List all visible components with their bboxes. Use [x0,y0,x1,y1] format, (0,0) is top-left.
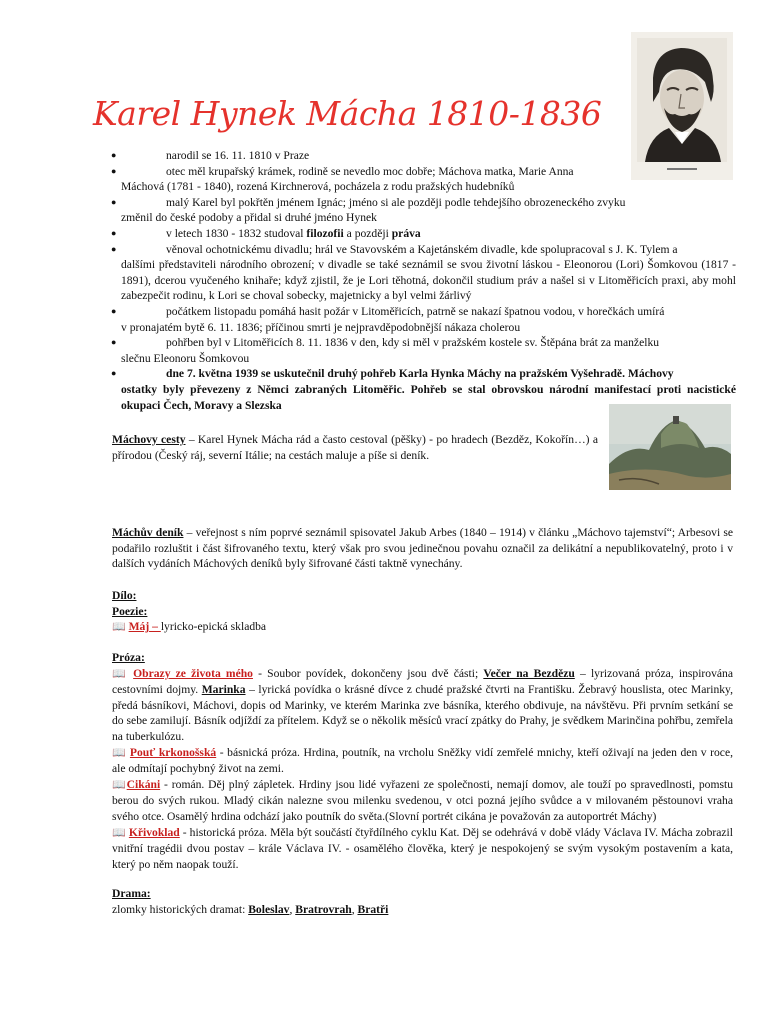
proza-heading: Próza: [112,651,145,664]
bullet-icon: ● [111,150,117,160]
krivoklad-link[interactable]: Křivoklad [128,825,180,839]
list-item [109,242,736,304]
krivoklad-paragraph [112,825,733,873]
cikani-desc: - román. Děj plný zápletek. Hrdiny jsou lidé vyřazeni ze společnosti, nemají domov, ale touží po spravedlnosti, pomstu berou do svých rukou. Mladý cikán nalezne svou milenku svedenou, v otci pozná jejího svůdce a v milovaném pěstounovi vraha svého otce. Osamělý hrdina odchází jako poutník do světa.(Slovní portrét cikána je považován za autoportrét Máchy) [112,777,733,823]
bullet-icon: ● [111,305,117,316]
cesty-text: – Karel Hynek Mácha rád a často cestoval (pěšky) - po hradech (Bezděz, Kokořín…) a přírodou (Český ráj, severní Itálie; na cestách maluje a píše si deník. [112,433,598,462]
biography-list [109,148,736,413]
dilo-heading: Dílo: [112,589,137,602]
pout-desc: - básnická próza. Hrdina, poutník, na vrcholu Sněžky vidí zemřelé mnichy, kteří oživají na jeden den v roce, ale odmítají pochybný život na zemi. [112,745,734,776]
list-item-text-cont: slečnu Eleonoru Šomkovou [121,351,250,365]
drama-text: zlomky historických dramat: [112,902,249,916]
list-item-text: počátkem listopadu pomáhá hasit požár v Litoměřicích, patrně se nakazí špatnou vodou, v horečkách umírá [166,304,665,318]
vecer-desc: – lyrizovaná próza, inspirována cestovními dojmy. [112,666,733,697]
denik-text: – veřejnost s ním poprvé seznámil spisovatel Jakub Arbes (1840 – 1914) v článku „Máchovo tajemství“; Arbesovi se podařilo rozluštit i část šifrovaného textu, který však pro svou jedinečnou povahu označil za delikátní a nepublikovatelný, proto i v dalších vydáních Máchových deníků byly šifrované části taktně vynechány. [112,526,733,571]
list-item [109,195,736,226]
marinka-desc: – lyrická povídka o krásné dívce z chudé pražské čtvrti na Františku. Žebravý houslista, otec Marinky, předá básníkovi, Máchovi, dopis od Marinky, ve kterém Marinka zve básníka, kterého obdivuje, na návštěvu. Při prvním setkání se do sebe zamilují. Básník odjíždí za přítelem. Když se o několik měsíců vrací zpátky do Prahy, je svědkem Marinčina pohřbu, zemřela na tuberkulózu. [112,683,733,743]
proza-section [112,650,733,872]
list-item-text: dne 7. května 1939 se uskutečnil druhý pohřeb Karla Hynka Máchy na pražském Vyšehradě. Máchovy [166,367,674,381]
list-item-text: malý Karel byl pokřtěn jménem Ignác; jméno si ale později podle tehdejšího obrozeneckého zvyku [166,195,626,209]
book-icon: 📖 [112,621,126,634]
drama-work: Bratři [357,902,389,916]
list-item [109,335,736,366]
book-icon: 📖 [112,826,126,839]
obrazy-paragraph [112,666,733,745]
bullet-icon: ● [111,165,117,176]
list-item-text-cont: dalšími představiteli národního obrození; v divadle se také seznámil se svou životní láskou - Eleonorou (Lori) Šomkovou (1817 - 1891), dcerou vyučeného knihaře; když zjistil, že je Lori těhotná, dokončil studium práv a našel si v Litoměřicích praxi, aby mohl zabezpečit rodinu, k Lori se choval sobecky, majetnicky a byl velmi žárlivý [121,258,736,303]
list-item-text-cont: ostatky byly převezeny z Němci zabraných Litoměřic. Pohřeb se stal obrovskou národní manifestací proti nacistické okupaci Čech, Moravy a Slezska [121,382,736,412]
list-item [109,164,736,195]
list-item-text: věnoval ochotnickému divadlu; hrál ve Stavovském a Kajetánském divadle, kde spolupracoval s J. K. Tylem a [166,242,678,256]
landscape-image [609,404,731,490]
book-icon: 📖 [112,746,127,759]
book-icon: 📖 [112,778,127,791]
list-item-text: pohřben byl v Litoměřicích 8. 11. 1836 v den, kdy si měl v pražském kostele sv. Štěpána brát za manželku [166,336,660,350]
drama-work: Boleslav [248,902,290,916]
obrazy-desc: - Soubor povídek, dokončeny jsou dvě části; [252,666,484,680]
cesty-paragraph [112,432,598,463]
marinka-title: Marinka [201,683,246,697]
bullet-icon: ● [111,243,117,254]
list-item [109,304,736,335]
bullet-icon: ● [111,337,117,348]
bullet-icon: ● [111,196,117,207]
list-item-text-cont: v pronajatém bytě 6. 11. 1836; příčinou smrti je nejpravděpodobnější nákaza cholerou [121,320,521,334]
krivoklad-desc: - historická próza. Měla být součástí čtyřdílného cyklu Kat. Děj se odehrává v době vlády Václava IV. Mácha zobrazil vnitřní tragédii dvou postav – krále Václava IV. - osamělého člověka, který je nespokojený se svým vysokým postavením a kata, který po něm naopak touží. [112,825,733,871]
poezie-heading: Poezie: [112,604,148,618]
cikani-link[interactable]: Cikáni [126,777,161,791]
vecer-title: Večer na Bezdězu [483,666,575,680]
pout-link[interactable]: Pouť krkonošská [129,745,217,759]
maj-desc: lyricko-epická skladba [160,620,267,634]
obrazy-link[interactable]: Obrazy ze života mého [133,666,253,680]
list-item [109,226,736,242]
list-item-text: narodil se 16. 11. 1810 v Praze [166,149,310,162]
list-item-text-cont: Máchová (1781 - 1840), rozená Kirchnerová, pocházela z rodu pražských hudebníků [121,180,515,194]
list-item [109,148,736,164]
list-item-text-cont: změnil do české podoby a přidal si druhé jméno Hynek [121,211,377,225]
book-icon: 📖 [112,667,128,680]
drama-line: zlomky historických dramat: Boleslav, Bratrovrah, Bratři [112,902,389,916]
drama-heading: Drama: [112,887,151,900]
cesty-heading: Máchovy cesty [112,433,186,446]
denik-paragraph [112,525,733,572]
maj-link[interactable]: Máj – [128,620,161,634]
drama-section [112,886,733,917]
denik-heading: Máchův deník [112,526,184,539]
list-item-text: otec měl krupařský krámek, rodině se nevedlo moc dobře; Máchova matka, Marie Anna [166,164,574,178]
pout-paragraph [112,745,733,777]
bullet-icon: ● [111,368,117,379]
drama-work: Bratrovrah [295,902,352,916]
page-title: Karel Hynek Mácha 1810-1836 [93,94,602,133]
bullet-icon: ● [111,227,117,238]
cikani-paragraph [112,777,733,825]
dilo-section [112,588,733,636]
maj-line [112,619,733,636]
list-item-text: v letech 1830 - 1832 studoval filozofii a později práva [166,226,421,240]
